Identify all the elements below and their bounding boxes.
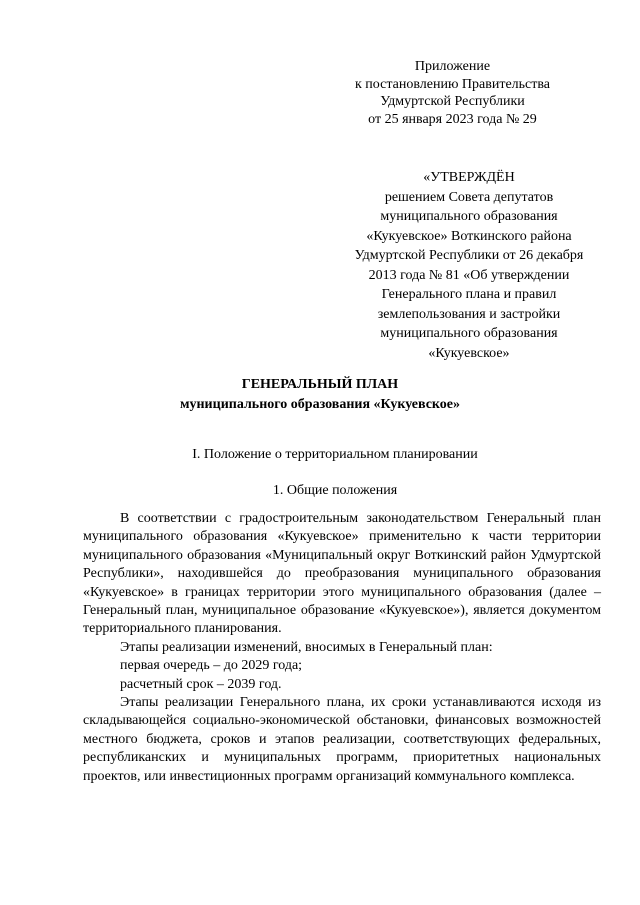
title-line-2: муниципального образования «Кукуевское» xyxy=(179,397,461,412)
paragraph: расчетный срок – 2039 год. xyxy=(120,676,282,692)
approval-line: муниципального образования xyxy=(380,326,558,341)
approval-line: «Кукуевское» Воткинского района xyxy=(366,228,572,244)
section-heading: I. Положение о территориальном планировании xyxy=(192,447,478,462)
approval-line: «УТВЕРЖДЁН xyxy=(423,170,515,185)
approval-line: землепользования и застройки xyxy=(377,306,561,322)
appendix-line: Приложение xyxy=(414,59,491,74)
document-title xyxy=(0,375,640,415)
approval-line: муниципального образования xyxy=(380,209,558,224)
approval-line: Генерального плана и правил xyxy=(381,287,557,302)
paragraph: В соответствии с градостроительным законодательством Генеральный план муниципального образования «Кукуевское» применительно к части территории муниципального образования «Муниципальный округ Воткинский район Удмуртской Республики», находившейся до преобразования муниципального образования «Кукуевское» в границах территории этого муниципального образования (далее – Генеральный план, муниципальное образование «Кукуевское»), является документом территориального планирования. xyxy=(83,511,601,637)
title-line-1: ГЕНЕРАЛЬНЫЙ ПЛАН xyxy=(241,377,399,392)
body-text xyxy=(83,510,601,786)
approval-line: «Кукуевское» xyxy=(428,345,510,361)
approval-line: 2013 года № 81 «Об утверждении xyxy=(368,267,570,283)
paragraph: первая очередь – до 2029 года; xyxy=(120,658,303,674)
approval-line: решением Совета депутатов xyxy=(384,189,554,205)
paragraph: Этапы реализации Генерального плана, их сроки устанавливаются исходя из складывающейся социально-экономической обстановки, финансовых возможностей местного бюджета, сроков и этапов реализации, соответствующих федеральных, республиканских и муниципальных программ, приоритетных национальных проектов, или инвестиционных программ организаций коммунального комплекса. xyxy=(83,695,601,784)
appendix-line: от 25 января 2023 года № 29 xyxy=(368,111,537,127)
appendix-line: Удмуртской Республики xyxy=(380,94,525,109)
approval-stamp-block xyxy=(330,168,608,363)
appendix-line: к постановлению Правительства xyxy=(354,76,551,92)
paragraph: Этапы реализации изменений, вносимых в Генеральный план: xyxy=(120,639,493,655)
subsection-heading: 1. Общие положения xyxy=(272,483,398,498)
approval-line: Удмуртской Республики от 26 декабря xyxy=(354,248,584,263)
appendix-block xyxy=(330,58,575,128)
